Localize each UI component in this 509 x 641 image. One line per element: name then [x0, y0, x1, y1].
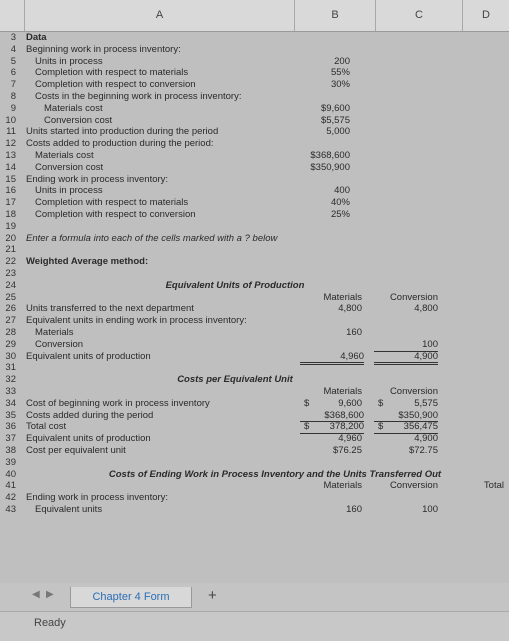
- cell-label: Completion with respect to conversion: [35, 209, 196, 220]
- cell-value-b: $5,575: [320, 114, 350, 126]
- row-number: 18: [5, 209, 16, 220]
- currency-symbol: $: [378, 397, 384, 409]
- sheet-row[interactable]: [0, 374, 509, 386]
- row-number: 28: [5, 327, 16, 338]
- cell-value-b: 25%: [330, 209, 350, 220]
- sheet-row[interactable]: [0, 421, 509, 433]
- row-number: 13: [5, 150, 16, 161]
- currency-symbol: $: [304, 397, 310, 409]
- sheet-row[interactable]: [0, 492, 509, 504]
- sheet-row[interactable]: [0, 209, 509, 221]
- cell-label: Units in process: [35, 185, 103, 197]
- sheet-row[interactable]: [0, 32, 509, 44]
- sheet-row[interactable]: [0, 115, 509, 127]
- sheet-row[interactable]: [0, 174, 509, 186]
- row-number: 9: [10, 102, 16, 114]
- row-number: 11: [6, 126, 16, 138]
- row-number: 41: [5, 480, 16, 492]
- row-number: 4: [10, 43, 16, 55]
- row-number: 34: [5, 397, 16, 409]
- row-number: 3: [10, 32, 16, 43]
- sheet-row[interactable]: [0, 221, 509, 233]
- row-number: 6: [10, 67, 16, 79]
- sheet-row[interactable]: [0, 469, 509, 481]
- row-number: 37: [5, 433, 16, 445]
- column-header-a[interactable]: A: [25, 0, 295, 31]
- row-number: 43: [5, 504, 16, 515]
- cell-value-b: $76.25: [332, 445, 362, 456]
- section-title: Costs of Ending Work in Process Inventory and the Units Transferred Out: [108, 468, 442, 480]
- row-number: 5: [10, 55, 16, 67]
- cell-label: Materials cost: [44, 102, 103, 114]
- cell-value-b: 4,960: [300, 351, 364, 366]
- row-number: 17: [5, 197, 16, 209]
- cell-label: Costs in the beginning work in process inventory:: [35, 91, 242, 102]
- cell-value-c: 4,900: [414, 433, 438, 445]
- cell-label: Equivalent units: [35, 504, 103, 515]
- cell-value-c: 100: [422, 504, 438, 515]
- cell-value-b: 5,000: [326, 126, 350, 138]
- cell-label: Data: [26, 32, 47, 43]
- sheet-row[interactable]: [0, 351, 509, 363]
- cell-label: Costs added to production during the period:: [26, 138, 214, 150]
- cell-value-c: 4,900: [374, 351, 438, 366]
- row-number: 21: [5, 244, 16, 256]
- cell-label: Conversion cost: [44, 114, 113, 126]
- sheet-row[interactable]: [0, 91, 509, 103]
- sheet-row[interactable]: [0, 56, 509, 68]
- sheet-row[interactable]: [0, 480, 509, 492]
- row-number: 22: [5, 256, 16, 268]
- cell-value-b: 160: [346, 504, 362, 515]
- cell-label: Completion with respect to conversion: [35, 79, 196, 91]
- cell-label: Beginning work in process inventory:: [26, 43, 181, 55]
- sheet-tab-chapter-4-form[interactable]: Chapter 4 Form: [70, 587, 192, 608]
- cell-value-b: $350,900: [310, 161, 350, 173]
- cell-value-b: $368,600: [300, 410, 364, 423]
- cell-label: Materials: [35, 327, 74, 338]
- cell-value-b: 4,960: [338, 433, 362, 445]
- row-number: 23: [5, 268, 16, 279]
- sheet-row[interactable]: [0, 280, 509, 292]
- row-number: 27: [5, 315, 16, 327]
- column-header-d[interactable]: D: [482, 9, 490, 21]
- sheet-row[interactable]: [0, 79, 509, 91]
- row-number: 15: [5, 173, 16, 185]
- row-number: 30: [5, 350, 16, 362]
- cell-value-b: $368,600: [310, 150, 350, 161]
- row-number: 35: [5, 409, 16, 421]
- row-number: 32: [5, 374, 16, 386]
- cell-value-b: $9,600: [320, 102, 350, 114]
- sheet-row[interactable]: [0, 433, 509, 445]
- cell-label: Ending work in process inventory:: [26, 492, 169, 504]
- row-number: 20: [5, 232, 16, 244]
- cell-label: Materials cost: [35, 150, 94, 161]
- add-sheet-icon[interactable]: +: [208, 587, 217, 604]
- row-number: 7: [10, 79, 16, 91]
- cell-label: Total cost: [26, 421, 67, 433]
- cell-label: Equivalent units of production: [26, 433, 151, 445]
- sheet-row[interactable]: [0, 339, 509, 351]
- row-number: 10: [5, 114, 16, 126]
- sheet-row[interactable]: [0, 162, 509, 174]
- cell-value-c: 100: [374, 339, 438, 352]
- sheet-row[interactable]: [0, 362, 509, 374]
- cell-label: Units started into production during the period: [26, 126, 219, 138]
- cell-value-b: 55%: [330, 67, 350, 79]
- sheet-row[interactable]: [0, 303, 509, 315]
- row-number: 29: [5, 338, 16, 350]
- row-number: 31: [5, 362, 16, 374]
- cell-label: Units in process: [35, 55, 103, 67]
- row-number: 8: [10, 91, 16, 102]
- cell-label: Completion with respect to materials: [35, 197, 189, 209]
- cell-label: Cost per equivalent unit: [26, 445, 126, 456]
- cell-value-c: $72.75: [408, 445, 438, 456]
- column-header-b[interactable]: B: [295, 0, 376, 31]
- sheet-row[interactable]: [0, 103, 509, 115]
- cell-value-b: Materials: [323, 480, 362, 492]
- sheet-row[interactable]: [0, 126, 509, 138]
- sheet-row[interactable]: [0, 138, 509, 150]
- cell-value-c: 5,575: [414, 397, 438, 409]
- sheet-tab-bar: [0, 583, 509, 611]
- cell-value-b: 160: [346, 327, 362, 338]
- cell-label: Conversion cost: [35, 161, 104, 173]
- cell-value-c: 356,475: [374, 421, 438, 434]
- cell-value-b: 30%: [330, 79, 350, 91]
- row-number: 12: [5, 138, 16, 150]
- sheet-row[interactable]: [0, 445, 509, 457]
- row-number: 33: [5, 386, 16, 397]
- cell-label: Units transferred to the next department: [26, 303, 194, 315]
- sheet-row[interactable]: [0, 410, 509, 422]
- section-title: Equivalent Units of Production: [165, 279, 305, 291]
- cell-value-b: 40%: [330, 197, 350, 209]
- cell-label: Conversion: [35, 338, 84, 350]
- sheet-row[interactable]: [0, 457, 509, 469]
- sheet-row[interactable]: [0, 233, 509, 245]
- sheet-row[interactable]: [0, 268, 509, 280]
- section-title: Costs per Equivalent Unit: [177, 374, 293, 386]
- cell-value-d: Total: [483, 480, 504, 492]
- cell-value-b: 9,600: [338, 397, 362, 409]
- sheet-row[interactable]: [0, 504, 509, 516]
- cell-label: Completion with respect to materials: [35, 67, 189, 79]
- cell-value-b: 400: [334, 185, 350, 197]
- sheet-row[interactable]: [0, 398, 509, 410]
- row-number: 25: [5, 291, 16, 303]
- currency-symbol: $: [304, 421, 310, 433]
- row-number: 14: [5, 161, 16, 173]
- cell-value-b: Materials: [323, 291, 362, 303]
- row-number: 38: [5, 445, 16, 456]
- cell-label: Enter a formula into each of the cells marked with a ? below: [26, 232, 278, 244]
- currency-symbol: $: [378, 421, 384, 433]
- row-number: 19: [5, 220, 16, 232]
- row-number: 42: [5, 492, 16, 504]
- sheet-row[interactable]: [0, 244, 509, 256]
- sheet-row[interactable]: [0, 292, 509, 304]
- row-number: 40: [5, 468, 16, 480]
- cell-label: Equivalent units in ending work in process inventory:: [26, 315, 247, 327]
- status-bar: [0, 611, 509, 641]
- column-header-c[interactable]: C: [376, 0, 463, 31]
- next-sheet-icon[interactable]: ▶: [46, 589, 54, 600]
- cell-value-c: Conversion: [389, 291, 438, 303]
- sheet-row[interactable]: [0, 67, 509, 79]
- row-number: 36: [5, 421, 16, 433]
- sheet-row[interactable]: [0, 327, 509, 339]
- cell-value-c: $350,900: [374, 410, 438, 423]
- row-number: 16: [5, 185, 16, 197]
- sheet-row[interactable]: [0, 150, 509, 162]
- cell-value-c: 4,800: [414, 303, 438, 315]
- sheet-row[interactable]: [0, 315, 509, 327]
- sheet-row[interactable]: [0, 197, 509, 209]
- row-number: 24: [5, 279, 16, 291]
- cell-label: Equivalent units of production: [26, 350, 151, 362]
- cell-value-b: 378,200: [300, 421, 364, 434]
- cell-value-b: Materials: [323, 386, 362, 397]
- cell-label: Weighted Average method:: [26, 256, 149, 268]
- sheet-row[interactable]: [0, 185, 509, 197]
- select-all-corner[interactable]: [0, 0, 25, 31]
- cell-value-b: 4,800: [338, 303, 362, 315]
- row-number: 26: [5, 303, 16, 315]
- column-header-bar: [0, 0, 509, 32]
- sheet-row[interactable]: [0, 256, 509, 268]
- prev-sheet-icon[interactable]: ◀: [32, 589, 40, 600]
- cell-value-c: Conversion: [389, 386, 438, 397]
- sheet-row[interactable]: [0, 386, 509, 398]
- row-number: 39: [5, 456, 16, 468]
- cell-label: Ending work in process inventory:: [26, 173, 169, 185]
- cell-value-b: 200: [334, 55, 350, 67]
- cell-label: Costs added during the period: [26, 409, 154, 421]
- cell-value-c: Conversion: [389, 480, 438, 492]
- sheet-row[interactable]: [0, 44, 509, 56]
- cell-label: Cost of beginning work in process inventory: [26, 397, 210, 409]
- status-text: Ready: [34, 617, 66, 629]
